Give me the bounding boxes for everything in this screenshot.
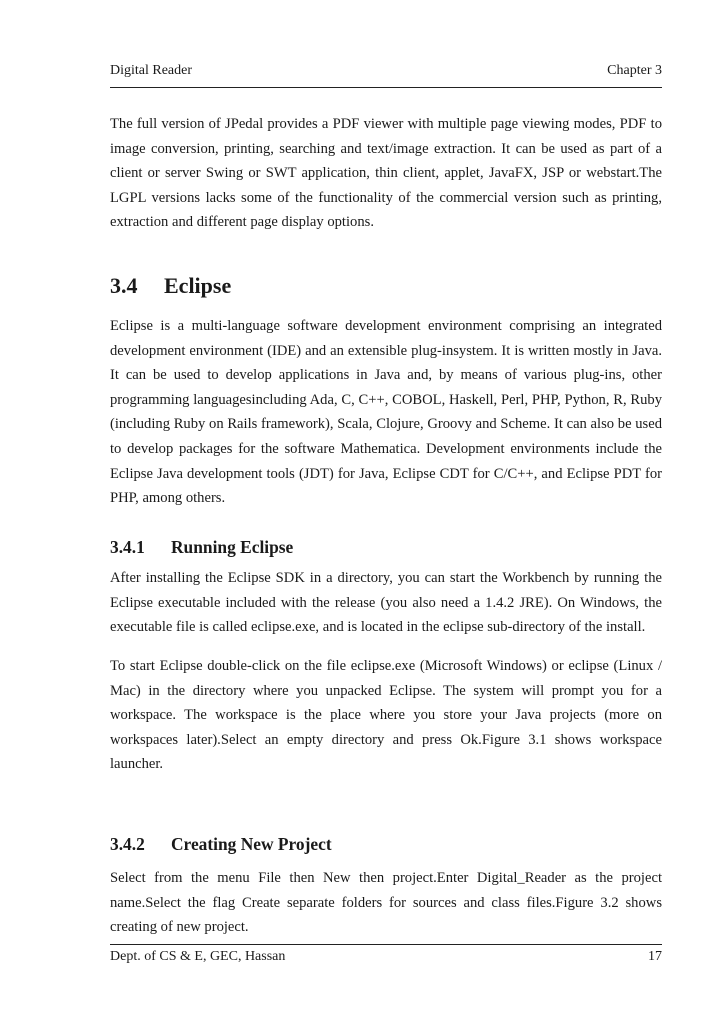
- running-paragraph-1: After installing the Eclipse SDK in a directory, you can start the Workbench by running the Eclipse executable included with the release (you also need a 1.4.2 JRE). On Windows, the executable file is called eclipse.exe, and is located in the eclipse sub-directory of the install.: [110, 570, 662, 636]
- subsection-heading-creating-project: [110, 833, 332, 855]
- subsection-title: Creating New Project: [171, 834, 332, 854]
- subsection-number: 3.4.2: [110, 834, 145, 854]
- header-chapter: Chapter 3: [607, 63, 662, 78]
- footer-department: Dept. of CS & E, GEC, Hassan: [110, 949, 286, 964]
- subsection-heading-running-eclipse: [110, 536, 293, 558]
- creating-paragraph: Select from the menu File then New then project.Enter Digital_Reader as the project name.Select the flag Create separate folders for sources and class files.Figure 3.2 shows creating of new project.: [110, 870, 662, 936]
- section-heading-eclipse: [110, 272, 231, 300]
- subsection-number: 3.4.1: [110, 537, 145, 557]
- subsection-title: Running Eclipse: [171, 537, 294, 557]
- section-number: 3.4: [110, 273, 138, 298]
- eclipse-paragraph: Eclipse is a multi-language software development environment comprising an integrated development environment (IDE) and an extensible plug-insystem. It is written mostly in Java. It can be used to develop applications in Java and, by means of various plug-ins, other programming languagesincluding Ada, C, C++, COBOL, Haskell, Perl, PHP, Python, R, Ruby (including Ruby on Rails framework), Scala, Clojure, Groovy and Scheme. It can also be used to develop packages for the software Mathematica. Development environments include the Eclipse Java development tools (JDT) for Java, Eclipse CDT for C/C++, and Eclipse PDT for PHP, among others.: [110, 318, 662, 507]
- header-title: Digital Reader: [110, 63, 193, 78]
- header-rule: [110, 87, 662, 88]
- intro-paragraph: The full version of JPedal provides a PDF viewer with multiple page viewing modes, PDF to image conversion, printing, searching and text/image extraction. It can be used as part of a client or server Swing or SWT application, thin client, applet, JavaFX, JSP or webstart.The LGPL versions lacks some of the functionality of the commercial version such as printing, extraction and different page display options.: [110, 116, 662, 231]
- running-paragraph-2: To start Eclipse double-click on the file eclipse.exe (Microsoft Windows) or eclipse (Linux / Mac) in the directory where you unpacked Eclipse. The system will prompt you for a workspace. The workspace is the place where you store your Java projects (more on workspaces later).Select an empty directory and press Ok.Figure 3.1 shows workspace launcher.: [110, 658, 662, 773]
- footer-rule: [110, 944, 662, 945]
- section-title: Eclipse: [164, 273, 232, 298]
- page-header: [110, 62, 662, 80]
- page-footer: [110, 948, 662, 966]
- page-number: 17: [648, 949, 662, 964]
